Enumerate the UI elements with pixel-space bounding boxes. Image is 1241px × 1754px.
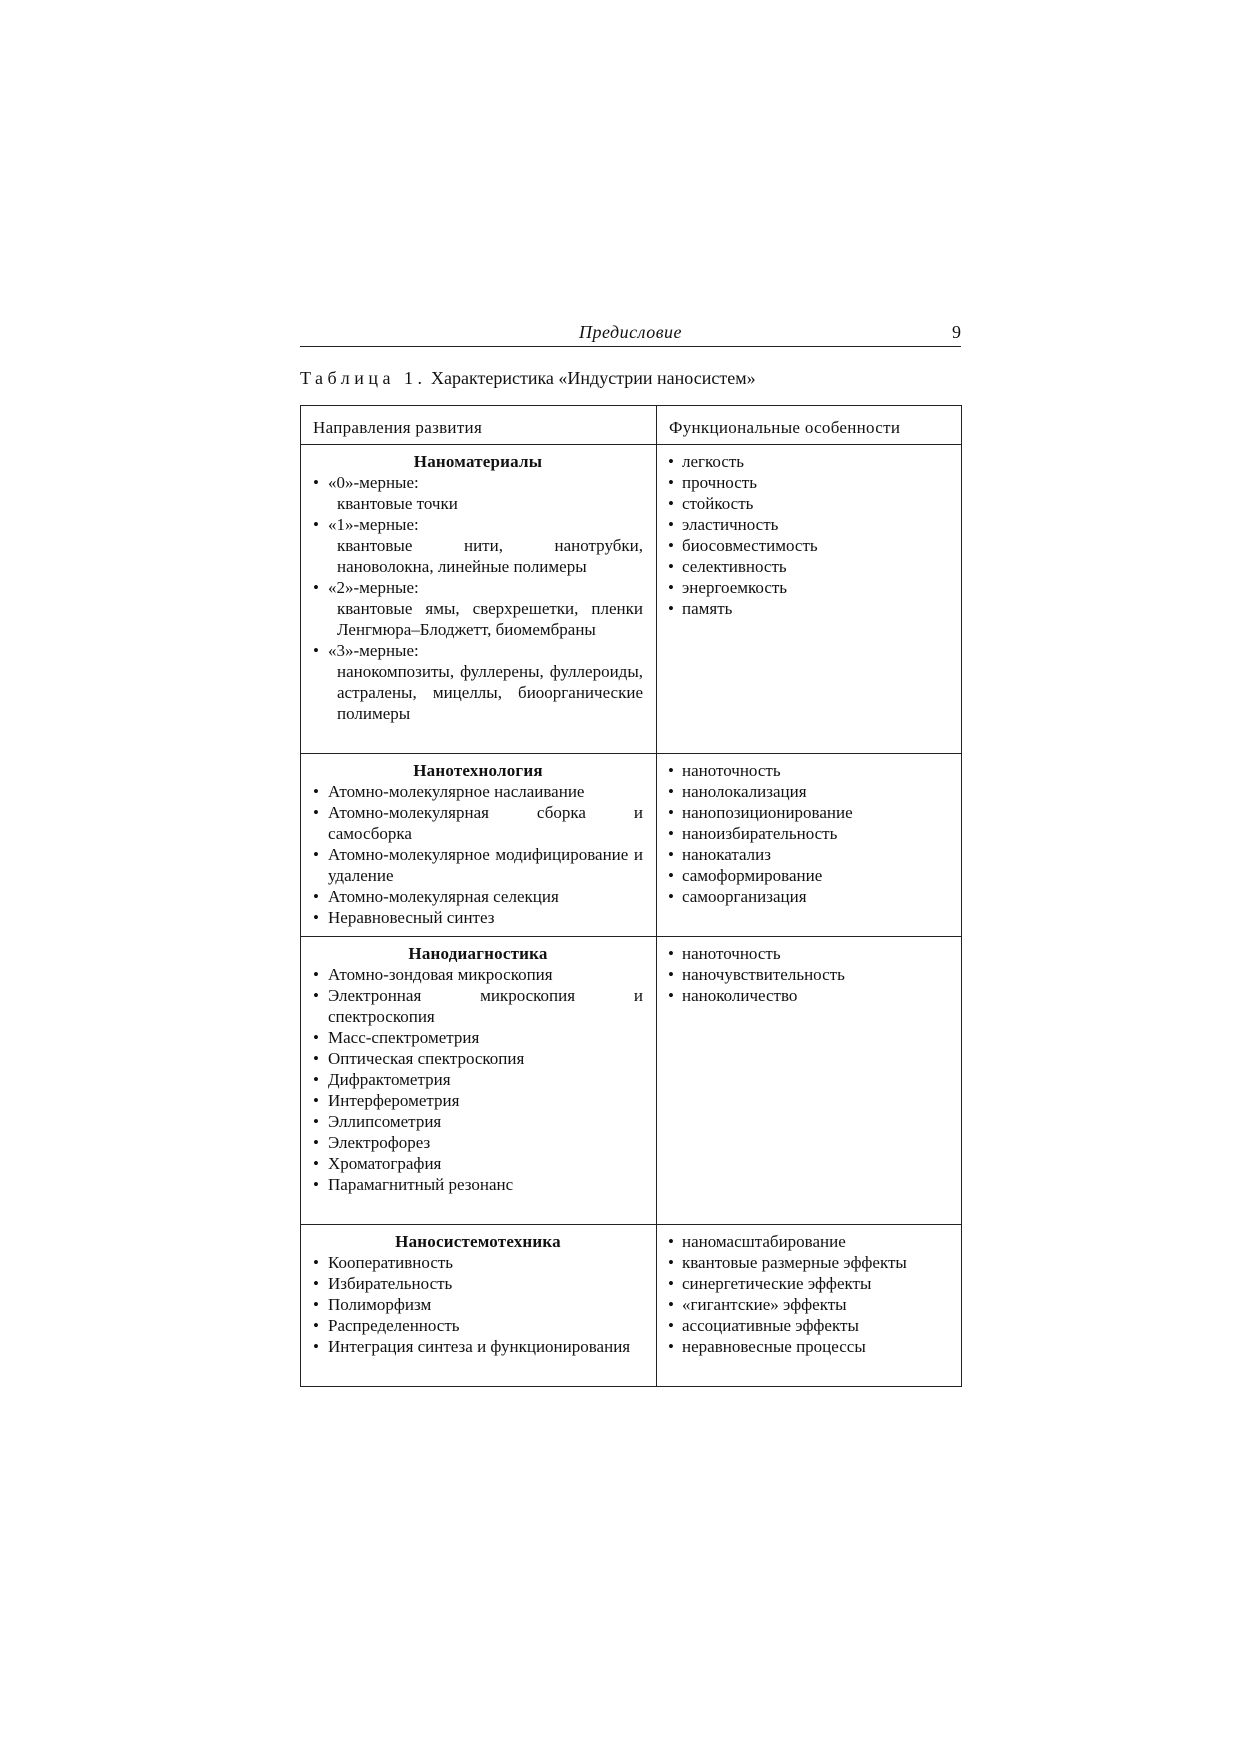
- feature-item: • квантовые размерные эффекты: [668, 1252, 951, 1273]
- feature-item: • нанопозиционирование: [668, 802, 951, 823]
- feature-item: • самоформирование: [668, 865, 951, 886]
- item-label: «1»-мерные:: [328, 515, 419, 534]
- features-list: [668, 943, 951, 1006]
- list-item: • Распределенность: [313, 1315, 643, 1336]
- section-title: Наносистемотехника: [395, 1232, 561, 1251]
- list-item: • Атомно-молекулярная селекция: [313, 886, 643, 907]
- feature-item: • нанолокализация: [668, 781, 951, 802]
- directions-list: [313, 472, 643, 724]
- features-cell: [657, 937, 962, 1225]
- directions-cell: [301, 1225, 657, 1387]
- feature-item: • нанокатализ: [668, 844, 951, 865]
- feature-item: • наномасштабирование: [668, 1231, 951, 1252]
- features-list: [668, 760, 951, 907]
- running-title: Предисловие: [578, 322, 682, 342]
- item-sub: квантовые точки: [337, 494, 458, 513]
- directions-list: [313, 781, 643, 928]
- features-cell: [657, 445, 962, 754]
- features-list: [668, 1231, 951, 1357]
- feature-item: • неравновесные процессы: [668, 1336, 951, 1357]
- feature-item: • ассоциативные эффекты: [668, 1315, 951, 1336]
- feature-item: • наноколичество: [668, 985, 951, 1006]
- list-item: • Неравновесный синтез: [313, 907, 643, 928]
- feature-item: • синергетические эффекты: [668, 1273, 951, 1294]
- feature-item: • «гигантские» эффекты: [668, 1294, 951, 1315]
- list-item: • Парамагнитный резонанс: [313, 1174, 643, 1195]
- section-title: Наноматериалы: [413, 452, 543, 471]
- feature-item: • память: [668, 598, 951, 619]
- list-item: • Интерферометрия: [313, 1090, 643, 1111]
- feature-item: • энергоемкость: [668, 577, 951, 598]
- list-item: • Атомно-зондовая микроскопия: [313, 964, 643, 985]
- caption-text: Характеристика «Индустрии наносистем»: [430, 368, 756, 388]
- feature-item: • селективность: [668, 556, 951, 577]
- running-header: [300, 320, 961, 347]
- feature-item: • наноточность: [668, 760, 951, 781]
- table-header-row: [301, 406, 962, 445]
- features-cell: [657, 1225, 962, 1387]
- table-caption: [300, 368, 756, 389]
- section-title: Нанотехнология: [413, 761, 543, 780]
- list-item: • Эллипсометрия: [313, 1111, 643, 1132]
- list-item: • Электронная микроскопия и спектроскопия: [313, 985, 643, 1027]
- characteristics-table: [300, 405, 962, 1387]
- list-item: • Интеграция синтеза и функционирования: [313, 1336, 643, 1357]
- feature-item: • прочность: [668, 472, 951, 493]
- table-row: [301, 937, 962, 1225]
- list-item: • Дифрактометрия: [313, 1069, 643, 1090]
- table-row: [301, 754, 962, 937]
- feature-item: • биосовместимость: [668, 535, 951, 556]
- table-row: [301, 1225, 962, 1387]
- directions-cell: [301, 937, 657, 1225]
- item-sub: квантовые ямы, сверхрешетки, пленки Ленгмюра–Блоджетт, биомембраны: [337, 599, 643, 639]
- item-label: «2»-мерные:: [328, 578, 419, 597]
- list-item: • Полиморфизм: [313, 1294, 643, 1315]
- list-item: • Оптическая спектроскопия: [313, 1048, 643, 1069]
- features-list: [668, 451, 951, 619]
- list-item: • Электрофорез: [313, 1132, 643, 1153]
- column-header-features: Функциональные особенности: [657, 406, 962, 445]
- directions-list: [313, 964, 643, 1195]
- list-item: [313, 472, 643, 514]
- list-item: • Кооперативность: [313, 1252, 643, 1273]
- list-item: • Атомно-молекулярное наслаивание: [313, 781, 643, 802]
- list-item: • Избирательность: [313, 1273, 643, 1294]
- list-item: • Масс-спектрометрия: [313, 1027, 643, 1048]
- list-item: • Атомно-молекулярное модифицирование и удаление: [313, 844, 643, 886]
- feature-item: • наноточность: [668, 943, 951, 964]
- feature-item: • самоорганизация: [668, 886, 951, 907]
- feature-item: • стойкость: [668, 493, 951, 514]
- feature-item: • легкость: [668, 451, 951, 472]
- directions-list: [313, 1252, 643, 1357]
- table-row: [301, 445, 962, 754]
- directions-cell: [301, 754, 657, 937]
- directions-cell: [301, 445, 657, 754]
- list-item: • Хроматография: [313, 1153, 643, 1174]
- list-item: • Атомно-молекулярная сборка и самосборка: [313, 802, 643, 844]
- caption-label: Таблица 1.: [300, 368, 427, 388]
- item-label: «3»-мерные:: [328, 641, 419, 660]
- column-header-directions: Направления развития: [301, 406, 657, 445]
- feature-item: • наноизбирательность: [668, 823, 951, 844]
- item-label: «0»-мерные:: [328, 473, 419, 492]
- list-item: [313, 640, 643, 724]
- feature-item: • наночувствительность: [668, 964, 951, 985]
- feature-item: • эластичность: [668, 514, 951, 535]
- features-cell: [657, 754, 962, 937]
- item-sub: квантовые нити, нанотрубки, нановолокна, линейные полимеры: [337, 536, 643, 576]
- item-sub: нанокомпозиты, фуллерены, фуллероиды, астралены, мицеллы, биоорганические полимеры: [337, 662, 643, 723]
- section-title: Нанодиагностика: [408, 944, 548, 963]
- list-item: [313, 577, 643, 640]
- list-item: [313, 514, 643, 577]
- page-number: 9: [952, 322, 961, 342]
